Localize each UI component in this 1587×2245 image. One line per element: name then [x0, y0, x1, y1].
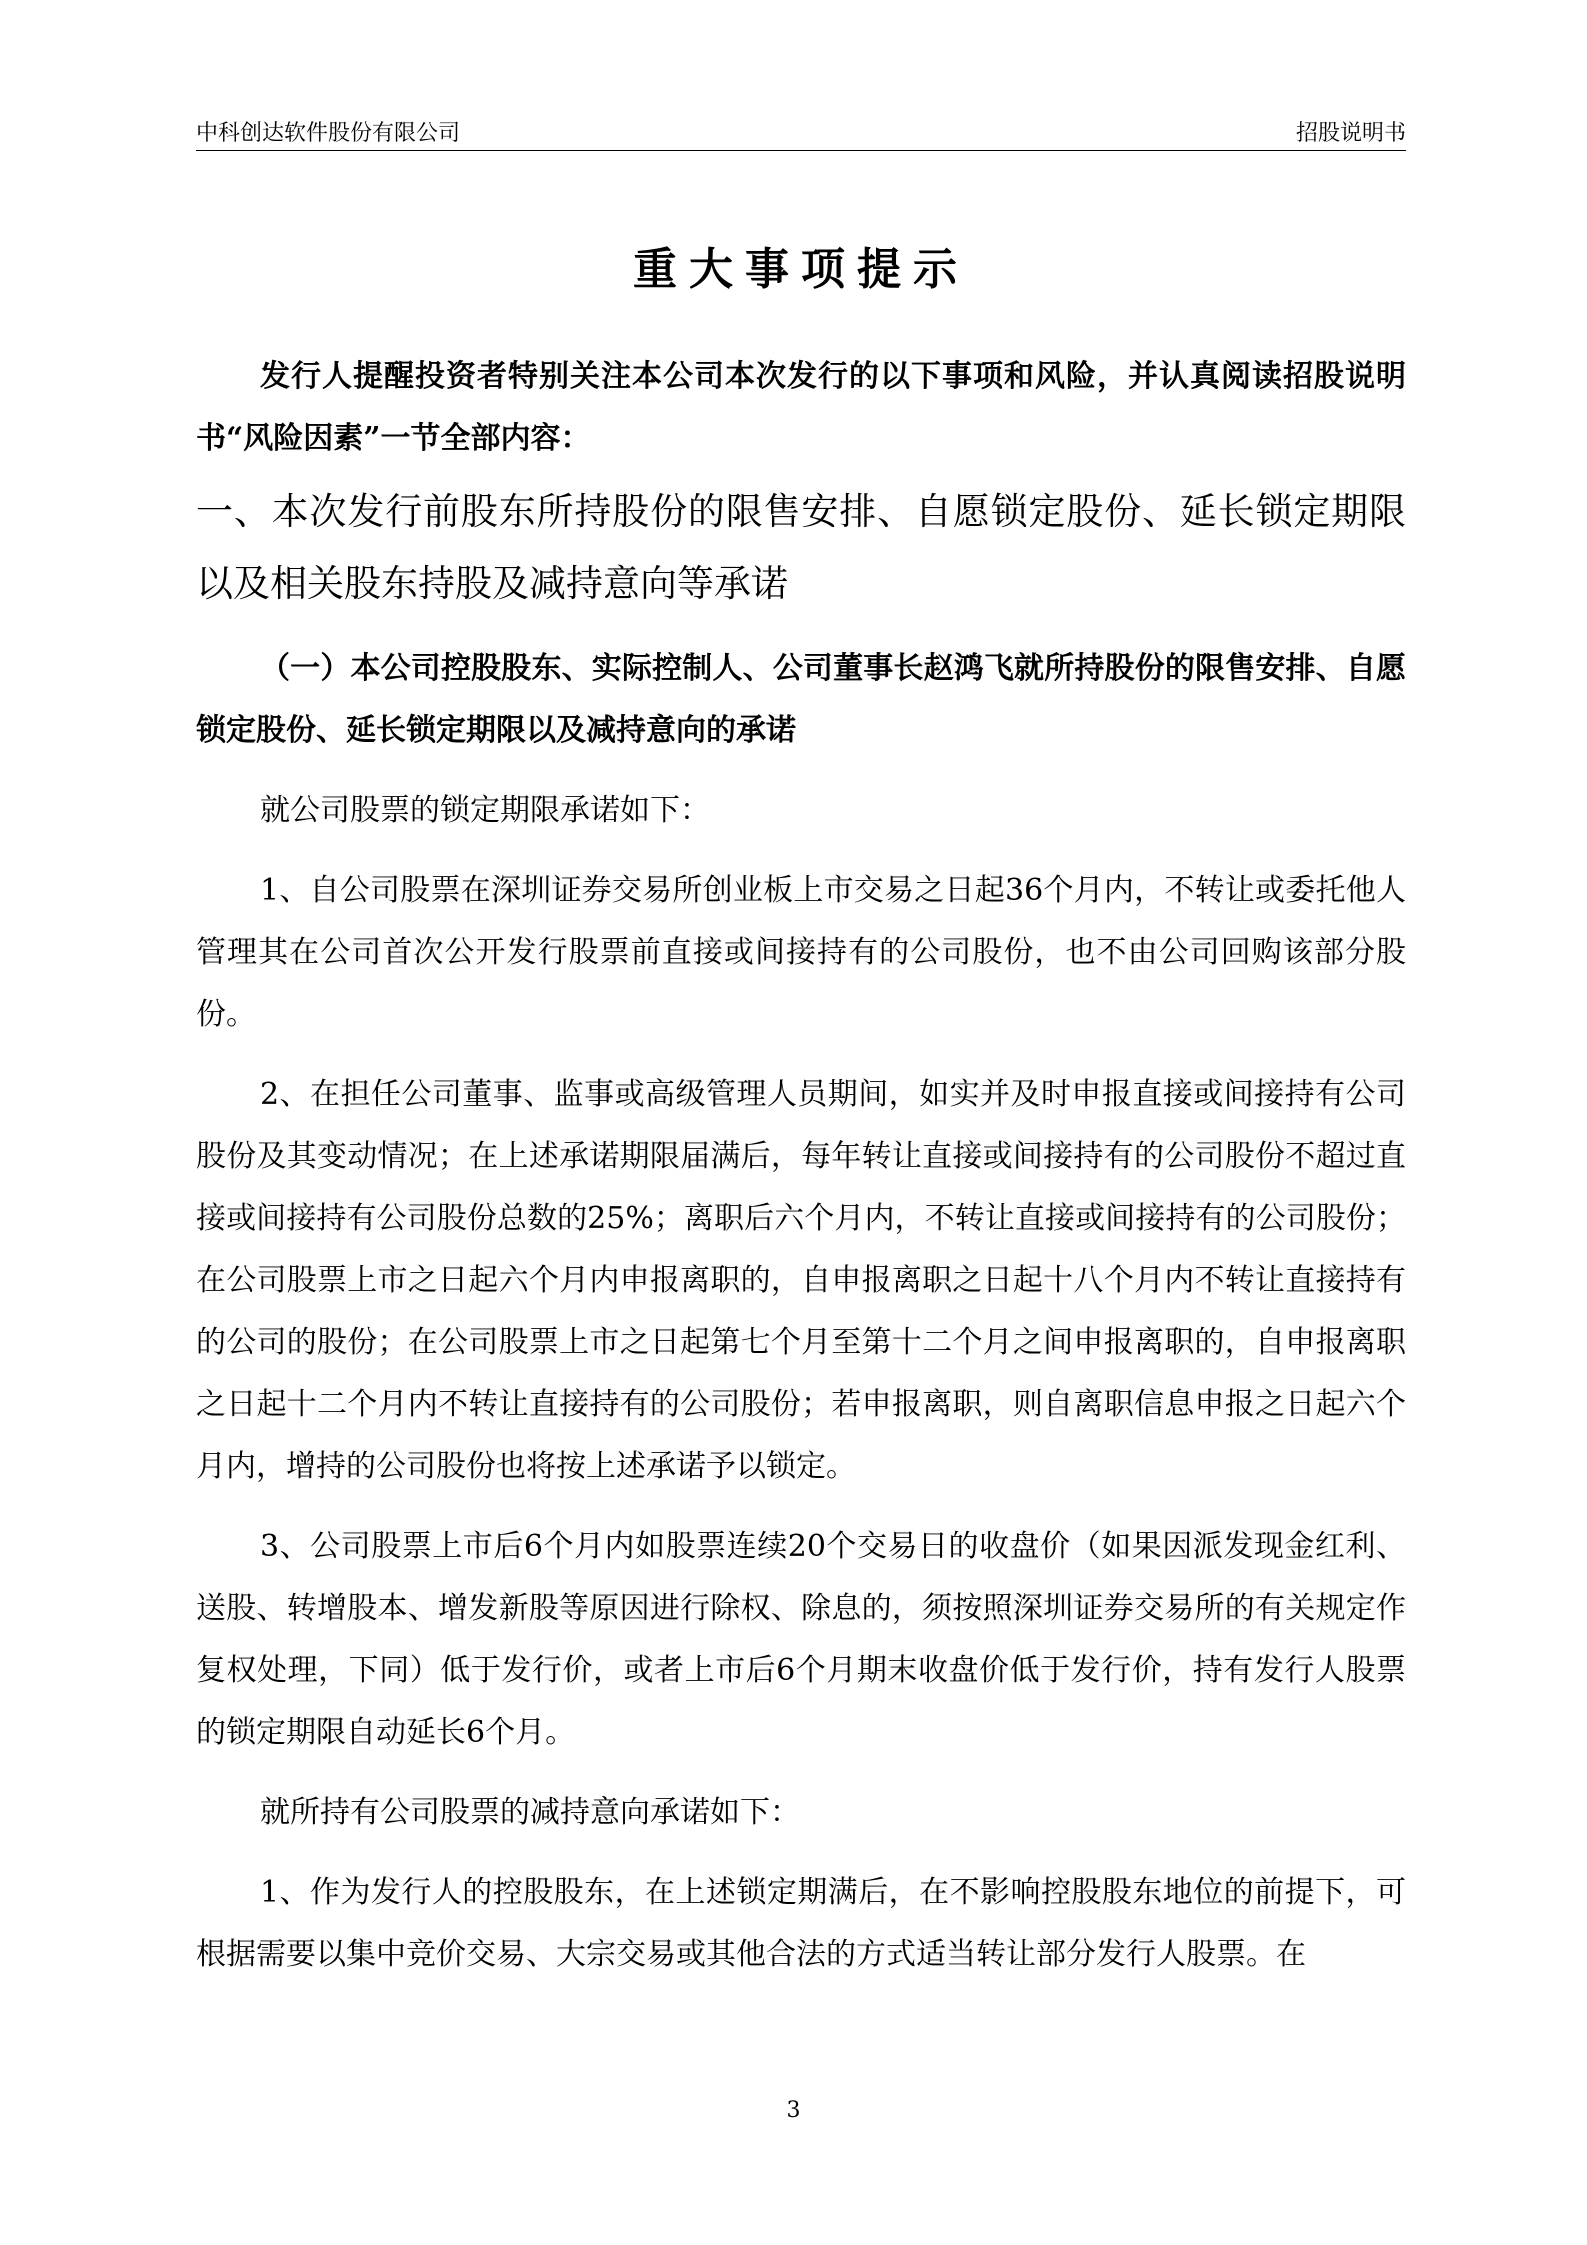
page-number: 3 — [786, 2098, 801, 2123]
page-title: 重大事项提示 — [633, 244, 969, 295]
header-doc-type: 招股说明书 — [1295, 121, 1406, 146]
lock-item-3: 3、公司股票上市后6个月内如股票连续20个交易日的收盘价（如果因派发现金红利、送股、转增股本、增发新股等原因进行除权、除息的，须按照深圳证券交易所的有关规定作复权处理，下同）低于发行价，或者上市后6个月期末收盘价低于发行价，持有发行人股票的锁定期限自动延长6个月。 — [196, 1529, 1406, 1750]
section-heading: 一、本次发行前股东所持股份的限售安排、自愿锁定股份、延长锁定期限以及相关股东持股及减持意向等承诺 — [196, 490, 1406, 605]
header-divider — [196, 150, 1406, 151]
subsection-heading: （一）本公司控股股东、实际控制人、公司董事长赵鸿飞就所持股份的限售安排、自愿锁定股份、延长锁定期限以及减持意向的承诺 — [196, 651, 1406, 748]
intro-paragraph: 发行人提醒投资者特别关注本公司本次发行的以下事项和风险，并认真阅读招股说明书“风险因素”一节全部内容： — [196, 359, 1406, 456]
reduce-item-1: 1、作为发行人的控股股东，在上述锁定期满后，在不影响控股股东地位的前提下，可根据需要以集中竞价交易、大宗交易或其他合法的方式适当转让部分发行人股票。在 — [196, 1875, 1406, 1972]
lock-intro: 就公司股票的锁定期限承诺如下： — [260, 793, 710, 828]
lock-item-1: 1、自公司股票在深圳证券交易所创业板上市交易之日起36个月内，不转让或委托他人管理其在公司首次公开发行股票前直接或间接持有的公司股份，也不由公司回购该部分股份。 — [196, 873, 1406, 1032]
page-content — [196, 238, 1406, 2004]
reduce-intro: 就所持有公司股票的减持意向承诺如下： — [260, 1795, 800, 1830]
page-header — [196, 112, 1406, 148]
header-company: 中科创达软件股份有限公司 — [196, 121, 461, 146]
lock-item-2: 2、在担任公司董事、监事或高级管理人员期间，如实并及时申报直接或间接持有公司股份及其变动情况；在上述承诺期限届满后，每年转让直接或间接持有的公司股份不超过直接或间接持有公司股份总数的25%；离职后六个月内，不转让直接或间接持有的公司股份；在公司股票上市之日起六个月内申报离职的，自申报离职之日起十八个月内不转让直接持有的公司的股份；在公司股票上市之日起第七个月至第十二个月之间申报离职的，自申报离职之日起十二个月内不转让直接持有的公司股份；若申报离职，则自离职信息申报之日起六个月内，增持的公司股份也将按上述承诺予以锁定。 — [196, 1077, 1406, 1484]
